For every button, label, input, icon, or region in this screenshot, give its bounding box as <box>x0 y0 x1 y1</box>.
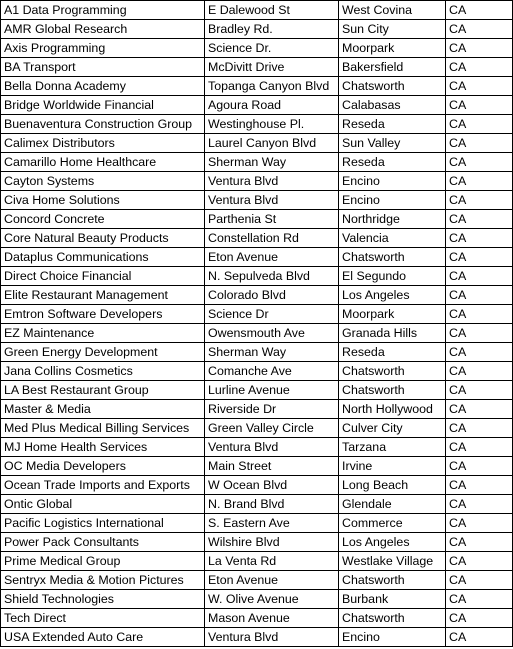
state-cell[interactable]: CA <box>446 248 513 267</box>
table-row <box>1 191 513 210</box>
company-cell[interactable]: Tech Direct <box>1 609 205 628</box>
street-cell[interactable]: Bradley Rd. <box>205 20 339 39</box>
company-cell[interactable]: Master & Media <box>1 400 205 419</box>
state-cell[interactable]: CA <box>446 552 513 571</box>
city-cell[interactable]: West Covina <box>339 1 446 20</box>
city-cell[interactable]: Westlake Village <box>339 552 446 571</box>
city-cell[interactable]: Moorpark <box>339 305 446 324</box>
table-row <box>1 305 513 324</box>
state-cell[interactable]: CA <box>446 58 513 77</box>
table-row <box>1 438 513 457</box>
company-cell[interactable]: Axis Programming <box>1 39 205 58</box>
company-cell[interactable]: BA Transport <box>1 58 205 77</box>
table-row <box>1 248 513 267</box>
company-cell[interactable]: Calimex Distributors <box>1 134 205 153</box>
city-cell[interactable]: Irvine <box>339 457 446 476</box>
company-cell[interactable]: Power Pack Consultants <box>1 533 205 552</box>
street-cell[interactable]: Main Street <box>205 457 339 476</box>
table-row <box>1 39 513 58</box>
street-cell[interactable]: Sherman Way <box>205 153 339 172</box>
street-cell[interactable]: Ventura Blvd <box>205 191 339 210</box>
city-cell[interactable]: Burbank <box>339 590 446 609</box>
street-cell[interactable]: Eton Avenue <box>205 248 339 267</box>
city-cell[interactable]: Northridge <box>339 210 446 229</box>
state-cell[interactable]: CA <box>446 305 513 324</box>
table-row <box>1 571 513 590</box>
state-cell[interactable]: CA <box>446 77 513 96</box>
table-row <box>1 229 513 248</box>
state-cell[interactable]: CA <box>446 39 513 58</box>
city-cell[interactable]: Los Angeles <box>339 533 446 552</box>
state-cell[interactable]: CA <box>446 324 513 343</box>
street-cell[interactable]: Colorado Blvd <box>205 286 339 305</box>
state-cell[interactable]: CA <box>446 400 513 419</box>
state-cell[interactable]: CA <box>446 286 513 305</box>
city-cell[interactable]: Calabasas <box>339 96 446 115</box>
company-cell[interactable]: Concord Concrete <box>1 210 205 229</box>
street-cell[interactable]: Lurline Avenue <box>205 381 339 400</box>
table-row <box>1 552 513 571</box>
state-cell[interactable]: CA <box>446 96 513 115</box>
state-cell[interactable]: CA <box>446 267 513 286</box>
city-cell[interactable]: Long Beach <box>339 476 446 495</box>
state-cell[interactable]: CA <box>446 457 513 476</box>
city-cell[interactable]: Granada Hills <box>339 324 446 343</box>
state-cell[interactable]: CA <box>446 20 513 39</box>
company-cell[interactable]: Core Natural Beauty Products <box>1 229 205 248</box>
company-cell[interactable]: A1 Data Programming <box>1 1 205 20</box>
state-cell[interactable]: CA <box>446 609 513 628</box>
table-row <box>1 628 513 647</box>
table-row <box>1 20 513 39</box>
street-cell[interactable]: Agoura Road <box>205 96 339 115</box>
street-cell[interactable]: Comanche Ave <box>205 362 339 381</box>
company-cell[interactable]: Bridge Worldwide Financial <box>1 96 205 115</box>
state-cell[interactable]: CA <box>446 476 513 495</box>
table-row <box>1 172 513 191</box>
company-cell[interactable]: Ontic Global <box>1 495 205 514</box>
street-cell[interactable]: Constellation Rd <box>205 229 339 248</box>
city-cell[interactable]: Encino <box>339 191 446 210</box>
table-row <box>1 476 513 495</box>
company-cell[interactable]: Direct Choice Financial <box>1 267 205 286</box>
city-cell[interactable]: Bakersfield <box>339 58 446 77</box>
city-cell[interactable]: Reseda <box>339 115 446 134</box>
street-cell[interactable]: Laurel Canyon Blvd <box>205 134 339 153</box>
street-cell[interactable]: Green Valley Circle <box>205 419 339 438</box>
company-cell[interactable]: Dataplus Communications <box>1 248 205 267</box>
city-cell[interactable]: El Segundo <box>339 267 446 286</box>
street-cell[interactable]: Science Dr <box>205 305 339 324</box>
table-row <box>1 115 513 134</box>
street-cell[interactable]: La Venta Rd <box>205 552 339 571</box>
city-cell[interactable]: Reseda <box>339 343 446 362</box>
table-row <box>1 1 513 20</box>
table-row <box>1 362 513 381</box>
street-cell[interactable]: Science Dr. <box>205 39 339 58</box>
street-cell[interactable]: S. Eastern Ave <box>205 514 339 533</box>
city-cell[interactable]: Sun Valley <box>339 134 446 153</box>
street-cell[interactable]: Parthenia St <box>205 210 339 229</box>
table-row <box>1 96 513 115</box>
street-cell[interactable]: Wilshire Blvd <box>205 533 339 552</box>
city-cell[interactable]: Glendale <box>339 495 446 514</box>
company-cell[interactable]: Jana Collins Cosmetics <box>1 362 205 381</box>
table-row <box>1 324 513 343</box>
street-cell[interactable]: W Ocean Blvd <box>205 476 339 495</box>
street-cell[interactable]: Ventura Blvd <box>205 628 339 647</box>
state-cell[interactable]: CA <box>446 1 513 20</box>
street-cell[interactable]: Ventura Blvd <box>205 172 339 191</box>
state-cell[interactable]: CA <box>446 571 513 590</box>
table-row <box>1 267 513 286</box>
street-cell[interactable]: Westinghouse Pl. <box>205 115 339 134</box>
street-cell[interactable]: W. Olive Avenue <box>205 590 339 609</box>
state-cell[interactable]: CA <box>446 514 513 533</box>
city-cell[interactable]: Chatsworth <box>339 381 446 400</box>
company-cell[interactable]: Med Plus Medical Billing Services <box>1 419 205 438</box>
city-cell[interactable]: Valencia <box>339 229 446 248</box>
table-row <box>1 419 513 438</box>
city-cell[interactable]: Chatsworth <box>339 571 446 590</box>
table-row <box>1 495 513 514</box>
company-cell[interactable]: Shield Technologies <box>1 590 205 609</box>
street-cell[interactable]: Mason Avenue <box>205 609 339 628</box>
city-cell[interactable]: Tarzana <box>339 438 446 457</box>
street-cell[interactable]: E Dalewood St <box>205 1 339 20</box>
company-cell[interactable]: Cayton Systems <box>1 172 205 191</box>
city-cell[interactable]: Los Angeles <box>339 286 446 305</box>
company-cell[interactable]: EZ Maintenance <box>1 324 205 343</box>
street-cell[interactable]: McDivitt Drive <box>205 58 339 77</box>
company-cell[interactable]: Camarillo Home Healthcare <box>1 153 205 172</box>
state-cell[interactable]: CA <box>446 210 513 229</box>
company-cell[interactable]: Ocean Trade Imports and Exports <box>1 476 205 495</box>
state-cell[interactable]: CA <box>446 419 513 438</box>
company-cell[interactable]: Buenaventura Construction Group <box>1 115 205 134</box>
street-cell[interactable]: N. Sepulveda Blvd <box>205 267 339 286</box>
company-cell[interactable]: Emtron Software Developers <box>1 305 205 324</box>
city-cell[interactable]: Moorpark <box>339 39 446 58</box>
state-cell[interactable]: CA <box>446 191 513 210</box>
table-row <box>1 457 513 476</box>
company-cell[interactable]: Elite Restaurant Management <box>1 286 205 305</box>
company-cell[interactable]: MJ Home Health Services <box>1 438 205 457</box>
city-cell[interactable]: Encino <box>339 172 446 191</box>
table-row <box>1 343 513 362</box>
street-cell[interactable]: Topanga Canyon Blvd <box>205 77 339 96</box>
company-cell[interactable]: Pacific Logistics International <box>1 514 205 533</box>
state-cell[interactable]: CA <box>446 153 513 172</box>
company-cell[interactable]: Prime Medical Group <box>1 552 205 571</box>
street-cell[interactable]: Owensmouth Ave <box>205 324 339 343</box>
state-cell[interactable]: CA <box>446 438 513 457</box>
state-cell[interactable]: CA <box>446 362 513 381</box>
street-cell[interactable]: N. Brand Blvd <box>205 495 339 514</box>
company-cell[interactable]: Sentryx Media & Motion Pictures <box>1 571 205 590</box>
state-cell[interactable]: CA <box>446 628 513 647</box>
table-row <box>1 58 513 77</box>
table-row <box>1 77 513 96</box>
table-row <box>1 400 513 419</box>
table-row <box>1 134 513 153</box>
street-cell[interactable]: Ventura Blvd <box>205 438 339 457</box>
state-cell[interactable]: CA <box>446 343 513 362</box>
company-cell[interactable]: OC Media Developers <box>1 457 205 476</box>
table-row <box>1 286 513 305</box>
state-cell[interactable]: CA <box>446 229 513 248</box>
street-cell[interactable]: Riverside Dr <box>205 400 339 419</box>
company-cell[interactable]: Bella Donna Academy <box>1 77 205 96</box>
city-cell[interactable]: Sun City <box>339 20 446 39</box>
city-cell[interactable]: Chatsworth <box>339 362 446 381</box>
city-cell[interactable]: Reseda <box>339 153 446 172</box>
city-cell[interactable]: Culver City <box>339 419 446 438</box>
table-row <box>1 153 513 172</box>
street-cell[interactable]: Sherman Way <box>205 343 339 362</box>
city-cell[interactable]: Chatsworth <box>339 248 446 267</box>
city-cell[interactable]: North Hollywood <box>339 400 446 419</box>
city-cell[interactable]: Chatsworth <box>339 77 446 96</box>
table-row <box>1 210 513 229</box>
state-cell[interactable]: CA <box>446 495 513 514</box>
table-row <box>1 514 513 533</box>
state-cell[interactable]: CA <box>446 590 513 609</box>
state-cell[interactable]: CA <box>446 381 513 400</box>
table-row <box>1 533 513 552</box>
table-row <box>1 609 513 628</box>
city-cell[interactable]: Chatsworth <box>339 609 446 628</box>
state-cell[interactable]: CA <box>446 134 513 153</box>
table-row <box>1 381 513 400</box>
state-cell[interactable]: CA <box>446 172 513 191</box>
table-body <box>1 1 513 647</box>
company-cell[interactable]: Civa Home Solutions <box>1 191 205 210</box>
company-cell[interactable]: AMR Global Research <box>1 20 205 39</box>
company-cell[interactable]: USA Extended Auto Care <box>1 628 205 647</box>
company-cell[interactable]: LA Best Restaurant Group <box>1 381 205 400</box>
city-cell[interactable]: Encino <box>339 628 446 647</box>
table-row <box>1 590 513 609</box>
state-cell[interactable]: CA <box>446 533 513 552</box>
company-cell[interactable]: Green Energy Development <box>1 343 205 362</box>
state-cell[interactable]: CA <box>446 115 513 134</box>
city-cell[interactable]: Commerce <box>339 514 446 533</box>
street-cell[interactable]: Eton Avenue <box>205 571 339 590</box>
